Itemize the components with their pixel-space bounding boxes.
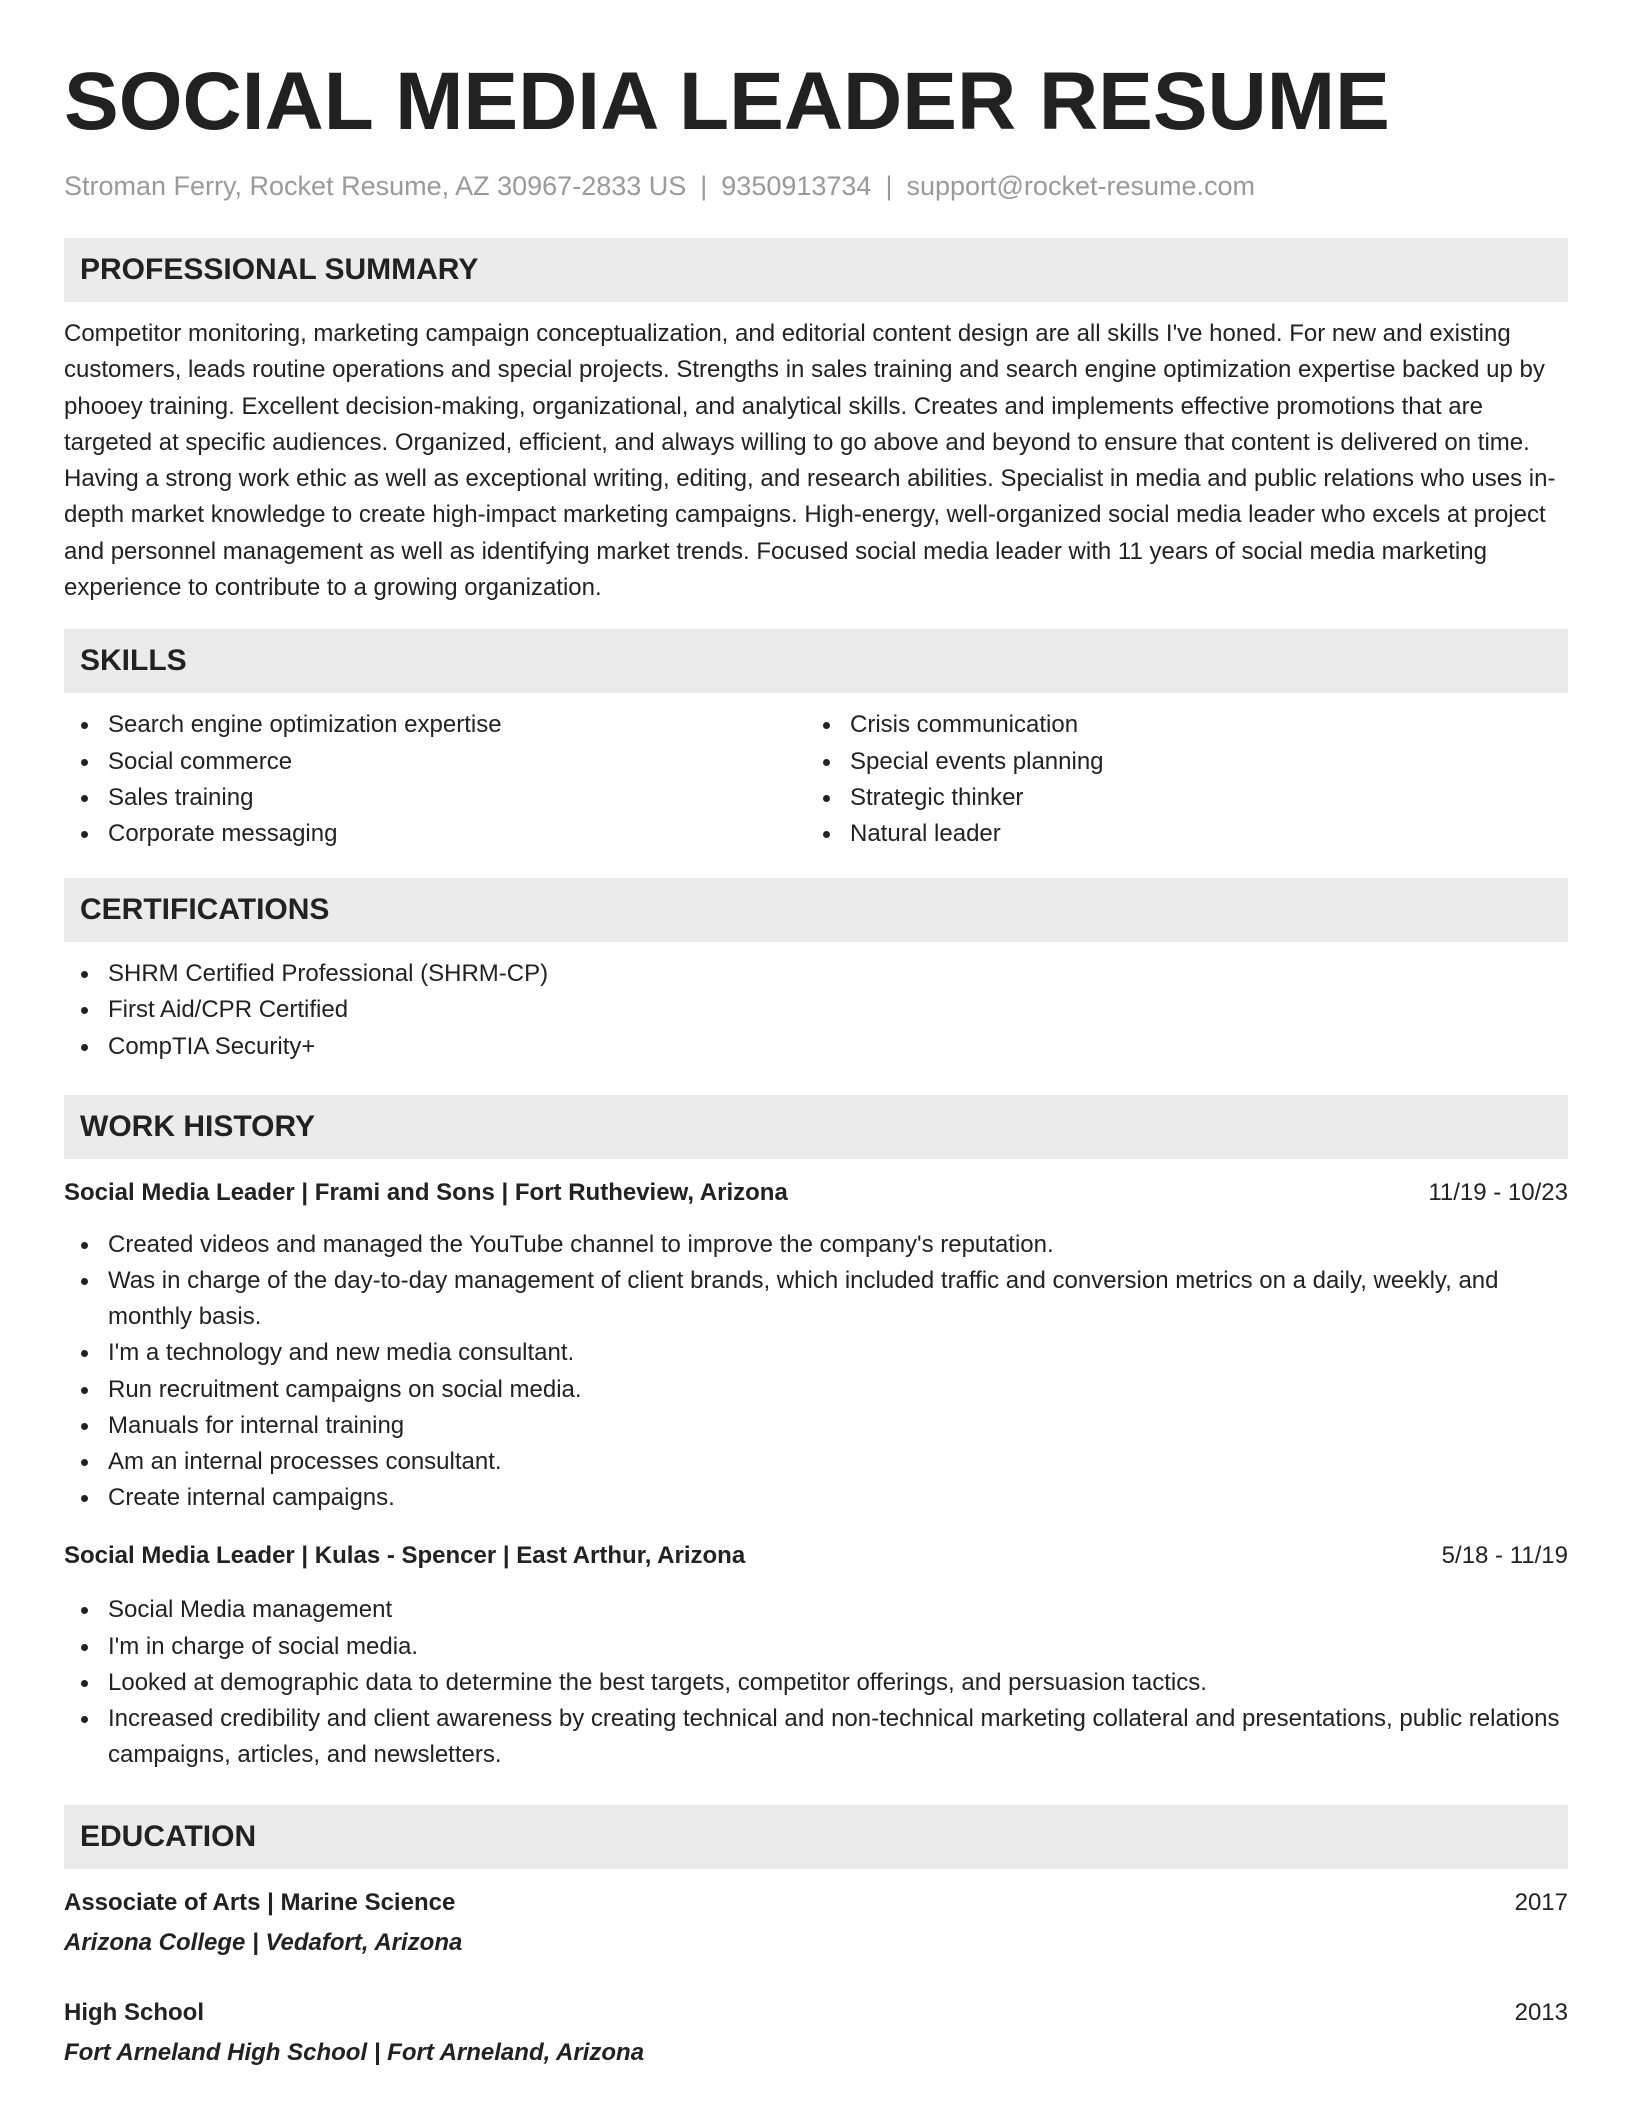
contact-email: support@rocket-resume.com	[906, 171, 1255, 201]
summary-section	[64, 238, 1568, 606]
job-bullet: Looked at demographic data to determine the best targets, competitor offerings, and persuasion tactics.	[64, 1665, 1568, 1701]
contact-line	[64, 166, 1568, 206]
skills-section	[64, 629, 1568, 852]
education-school: Fort Arneland High School | Fort Arneland, Arizona	[64, 2039, 645, 2067]
job-bullet: Was in charge of the day-to-day management of client brands, which included traffic and conversion metrics on a daily, weekly, and monthly basis.	[64, 1263, 1568, 1335]
education-degree: High School	[64, 1999, 204, 2027]
summary-heading: PROFESSIONAL SUMMARY	[64, 238, 1568, 302]
skills-grid	[64, 707, 1568, 852]
resume-title: SOCIAL MEDIA LEADER RESUME	[64, 56, 1390, 147]
skill-item: Special events planning	[806, 744, 1548, 780]
contact-separator: |	[885, 171, 893, 201]
certification-item: SHRM Certified Professional (SHRM-CP)	[64, 956, 1568, 992]
skill-item: Social commerce	[64, 744, 806, 780]
skills-heading: SKILLS	[64, 629, 1568, 693]
contact-address: Stroman Ferry, Rocket Resume, AZ 30967-2833 US	[64, 171, 687, 201]
education-degree: Associate of Arts | Marine Science	[64, 1889, 456, 1917]
job-header	[64, 1175, 1568, 1211]
certifications-list	[64, 956, 1568, 1065]
job-bullet: Social Media management	[64, 1592, 1568, 1628]
education-year: 2017	[1514, 1889, 1568, 1917]
education-header	[64, 1885, 1568, 1921]
job-bullet: Am an internal processes consultant.	[64, 1444, 1568, 1480]
job-title: Social Media Leader | Frami and Sons | Fort Rutheview, Arizona	[64, 1178, 788, 1206]
education-entry	[64, 1995, 1568, 2071]
skills-left-list	[64, 707, 806, 852]
skills-right-list	[806, 707, 1548, 852]
job-header	[64, 1538, 1568, 1574]
skill-item: Corporate messaging	[64, 816, 806, 852]
job-bullet: Increased credibility and client awareness by creating technical and non-technical marketing collateral and presentations, public relations campaigns, articles, and newsletters.	[64, 1701, 1568, 1773]
work-history-section	[64, 1095, 1568, 1774]
summary-text: Competitor monitoring, marketing campaign conceptualization, and editorial content design are all skills I've honed. For new and existing customers, leads routine operations and special projects. Strengths in sales training and search engine optimization expertise backed up by phooey training. Excellent decision-making, organizational, and analytical skills. Creates and implements effective promotions that are targeted at specific audiences. Organized, efficient, and always willing to go above and beyond to ensure that content is delivered on time. Having a strong work ethic as well as exceptional writing, editing, and research abilities. Specialist in media and public relations who uses in-depth market knowledge to create high-impact marketing campaigns. High-energy, well-organized social media leader who excels at project and personnel management as well as identifying market trends. Focused social media leader with 11 years of social media marketing experience to contribute to a growing organization.	[64, 320, 1556, 602]
job-title: Social Media Leader | Kulas - Spencer | East Arthur, Arizona	[64, 1542, 746, 1570]
education-year: 2013	[1514, 1999, 1568, 2027]
job-bullet: Create internal campaigns.	[64, 1480, 1568, 1516]
education-heading: EDUCATION	[64, 1805, 1568, 1869]
certifications-section	[64, 878, 1568, 1065]
job-bullet: Created videos and managed the YouTube channel to improve the company's reputation.	[64, 1227, 1568, 1263]
contact-separator: |	[700, 171, 708, 201]
skill-item: Natural leader	[806, 816, 1548, 852]
job-bullet: I'm a technology and new media consultant.	[64, 1335, 1568, 1371]
resume-page	[64, 52, 1568, 2071]
job-bullets	[64, 1592, 1568, 1773]
job-bullet: Run recruitment campaigns on social media.	[64, 1372, 1568, 1408]
skill-item: Search engine optimization expertise	[64, 707, 806, 743]
skill-item: Crisis communication	[806, 707, 1548, 743]
skill-item: Sales training	[64, 780, 806, 816]
certification-item: First Aid/CPR Certified	[64, 992, 1568, 1028]
skill-item: Strategic thinker	[806, 780, 1548, 816]
education-section	[64, 1805, 1568, 2071]
education-school: Arizona College | Vedafort, Arizona	[64, 1929, 463, 1957]
education-header	[64, 1995, 1568, 2031]
certifications-heading: CERTIFICATIONS	[64, 878, 1568, 942]
job-bullets	[64, 1227, 1568, 1517]
certification-item: CompTIA Security+	[64, 1029, 1568, 1065]
job-entry	[64, 1538, 1568, 1773]
job-bullet: Manuals for internal training	[64, 1408, 1568, 1444]
job-dates: 5/18 - 11/19	[1441, 1542, 1568, 1570]
education-entry	[64, 1885, 1568, 1961]
contact-phone: 9350913734	[721, 171, 872, 201]
job-entry	[64, 1175, 1568, 1517]
job-dates: 11/19 - 10/23	[1428, 1178, 1568, 1206]
work-history-heading: WORK HISTORY	[64, 1095, 1568, 1159]
job-bullet: I'm in charge of social media.	[64, 1629, 1568, 1665]
